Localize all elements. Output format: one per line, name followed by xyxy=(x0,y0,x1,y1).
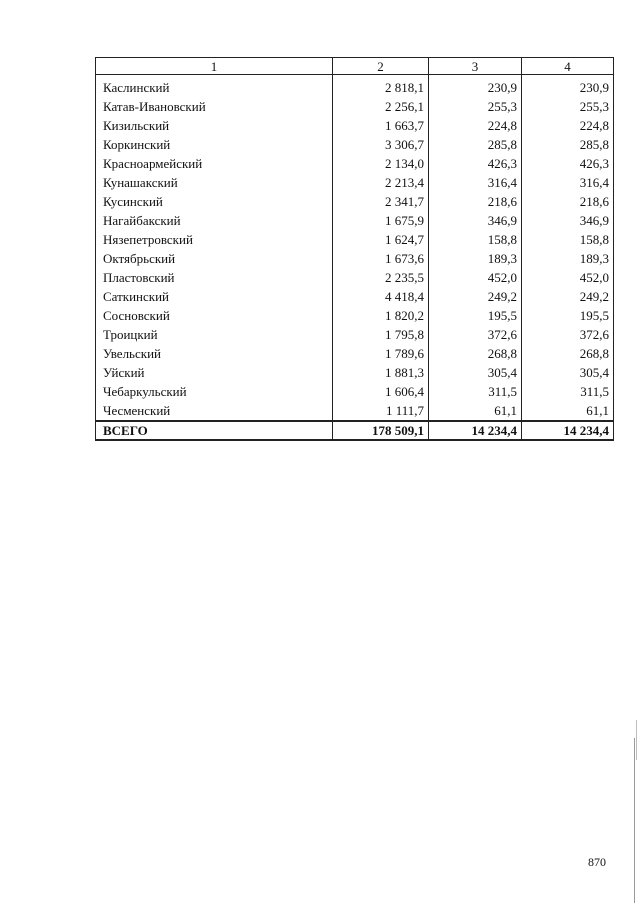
table-row xyxy=(96,75,614,98)
table-body xyxy=(96,75,614,441)
value-col-3: 426,3 xyxy=(429,154,522,173)
total-label: ВСЕГО xyxy=(96,421,333,440)
table-row xyxy=(96,249,614,268)
value-col-4: 218,6 xyxy=(522,192,614,211)
district-name: Увельский xyxy=(96,344,333,363)
column-header-3: 3 xyxy=(429,58,522,75)
value-col-2: 2 134,0 xyxy=(333,154,429,173)
district-name: Катав-Ивановский xyxy=(96,97,333,116)
district-name: Пластовский xyxy=(96,268,333,287)
value-col-2: 1 673,6 xyxy=(333,249,429,268)
table-row xyxy=(96,135,614,154)
value-col-2: 2 818,1 xyxy=(333,75,429,98)
value-col-2: 1 789,6 xyxy=(333,344,429,363)
district-name: Кизильский xyxy=(96,116,333,135)
value-col-2: 2 235,5 xyxy=(333,268,429,287)
value-col-3: 195,5 xyxy=(429,306,522,325)
table-row xyxy=(96,192,614,211)
value-col-2: 1 795,8 xyxy=(333,325,429,344)
value-col-3: 311,5 xyxy=(429,382,522,401)
value-col-2: 1 820,2 xyxy=(333,306,429,325)
district-name: Каслинский xyxy=(96,75,333,98)
total-col-3: 14 234,4 xyxy=(429,421,522,440)
value-col-2: 2 341,7 xyxy=(333,192,429,211)
table-row xyxy=(96,154,614,173)
table-row xyxy=(96,211,614,230)
table-row xyxy=(96,230,614,249)
value-col-4: 255,3 xyxy=(522,97,614,116)
value-col-3: 285,8 xyxy=(429,135,522,154)
value-col-4: 285,8 xyxy=(522,135,614,154)
total-col-4: 14 234,4 xyxy=(522,421,614,440)
table-row xyxy=(96,287,614,306)
value-col-3: 305,4 xyxy=(429,363,522,382)
value-col-3: 218,6 xyxy=(429,192,522,211)
table-row xyxy=(96,306,614,325)
total-col-2: 178 509,1 xyxy=(333,421,429,440)
district-name: Октябрьский xyxy=(96,249,333,268)
scan-edge-line-upper xyxy=(636,720,637,760)
district-name: Чесменский xyxy=(96,401,333,421)
column-header-1: 1 xyxy=(96,58,333,75)
table-row xyxy=(96,173,614,192)
value-col-3: 61,1 xyxy=(429,401,522,421)
value-col-3: 224,8 xyxy=(429,116,522,135)
value-col-2: 3 306,7 xyxy=(333,135,429,154)
table-row xyxy=(96,344,614,363)
district-name: Нагайбакский xyxy=(96,211,333,230)
value-col-3: 249,2 xyxy=(429,287,522,306)
page-number: 870 xyxy=(588,855,606,869)
table-row xyxy=(96,382,614,401)
value-col-2: 1 675,9 xyxy=(333,211,429,230)
district-name: Кунашакский xyxy=(96,173,333,192)
table-row xyxy=(96,325,614,344)
district-name: Коркинский xyxy=(96,135,333,154)
column-header-4: 4 xyxy=(522,58,614,75)
district-name: Саткинский xyxy=(96,287,333,306)
column-header-2: 2 xyxy=(333,58,429,75)
district-name: Нязепетровский xyxy=(96,230,333,249)
table-row xyxy=(96,97,614,116)
table-row xyxy=(96,116,614,135)
value-col-3: 316,4 xyxy=(429,173,522,192)
value-col-4: 305,4 xyxy=(522,363,614,382)
value-col-2: 2 256,1 xyxy=(333,97,429,116)
table-row xyxy=(96,401,614,421)
value-col-2: 4 418,4 xyxy=(333,287,429,306)
value-col-3: 268,8 xyxy=(429,344,522,363)
value-col-4: 346,9 xyxy=(522,211,614,230)
value-col-4: 311,5 xyxy=(522,382,614,401)
district-name: Красноармейский xyxy=(96,154,333,173)
value-col-4: 268,8 xyxy=(522,344,614,363)
value-col-2: 1 624,7 xyxy=(333,230,429,249)
value-col-4: 224,8 xyxy=(522,116,614,135)
table-row xyxy=(96,268,614,287)
table-total-row xyxy=(96,421,614,440)
value-col-3: 372,6 xyxy=(429,325,522,344)
value-col-3: 255,3 xyxy=(429,97,522,116)
value-col-4: 195,5 xyxy=(522,306,614,325)
value-col-2: 1 663,7 xyxy=(333,116,429,135)
value-col-3: 230,9 xyxy=(429,75,522,98)
district-name: Кусинский xyxy=(96,192,333,211)
district-name: Уйский xyxy=(96,363,333,382)
table-row xyxy=(96,363,614,382)
value-col-3: 346,9 xyxy=(429,211,522,230)
value-col-2: 1 111,7 xyxy=(333,401,429,421)
value-col-4: 249,2 xyxy=(522,287,614,306)
district-name: Чебаркульский xyxy=(96,382,333,401)
value-col-3: 452,0 xyxy=(429,268,522,287)
value-col-4: 316,4 xyxy=(522,173,614,192)
value-col-4: 61,1 xyxy=(522,401,614,421)
value-col-4: 426,3 xyxy=(522,154,614,173)
district-name: Троицкий xyxy=(96,325,333,344)
value-col-4: 372,6 xyxy=(522,325,614,344)
scan-edge-line xyxy=(634,738,635,903)
value-col-2: 1 606,4 xyxy=(333,382,429,401)
table-header-row xyxy=(96,58,614,75)
value-col-3: 189,3 xyxy=(429,249,522,268)
value-col-2: 1 881,3 xyxy=(333,363,429,382)
value-col-3: 158,8 xyxy=(429,230,522,249)
value-col-2: 2 213,4 xyxy=(333,173,429,192)
data-table xyxy=(95,57,614,441)
value-col-4: 452,0 xyxy=(522,268,614,287)
value-col-4: 158,8 xyxy=(522,230,614,249)
district-name: Сосновский xyxy=(96,306,333,325)
value-col-4: 230,9 xyxy=(522,75,614,98)
value-col-4: 189,3 xyxy=(522,249,614,268)
